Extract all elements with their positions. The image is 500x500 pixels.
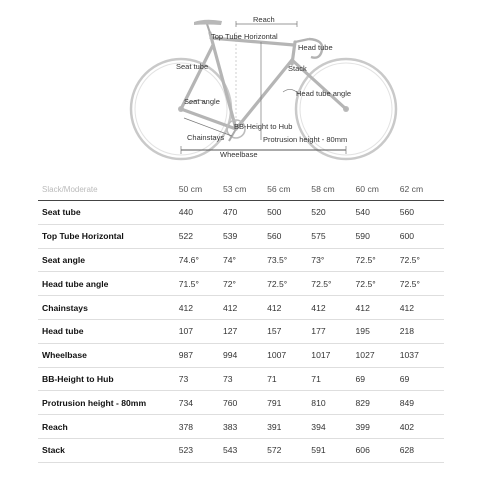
table-cell: 412	[400, 296, 444, 320]
bb-height-label: BB-Height to Hub	[234, 122, 293, 131]
saddle	[194, 20, 222, 33]
table-cell: 523	[179, 438, 223, 462]
table-cell: 69	[400, 367, 444, 391]
row-label: Seat tube	[38, 201, 179, 225]
table-cell: 383	[223, 415, 267, 439]
table-cell: 73°	[311, 248, 355, 272]
table-cell: 73	[223, 367, 267, 391]
size-header: 56 cm	[267, 178, 311, 201]
table-cell: 73.5°	[267, 248, 311, 272]
table-cell: 440	[179, 201, 223, 225]
protrusion-label: Protrusion height - 80mm	[263, 135, 348, 144]
table-cell: 69	[356, 367, 400, 391]
table-corner-label: Slack/Moderate	[38, 178, 179, 201]
bike-geometry-diagram	[0, 0, 500, 172]
table-cell: 829	[356, 391, 400, 415]
table-cell: 402	[400, 415, 444, 439]
table-row	[38, 367, 444, 391]
table-cell: 987	[179, 343, 223, 367]
head-tube-angle-label: Head tube angle	[296, 89, 352, 98]
size-header: 60 cm	[356, 178, 400, 201]
table-row	[38, 201, 444, 225]
table-row	[38, 415, 444, 439]
table-row	[38, 296, 444, 320]
wheelbase-label: Wheelbase	[220, 150, 258, 159]
table-cell: 600	[400, 224, 444, 248]
seat-angle-label: Seat angle	[184, 97, 220, 106]
row-label: Stack	[38, 438, 179, 462]
row-label: Protrusion height - 80mm	[38, 391, 179, 415]
table-cell: 399	[356, 415, 400, 439]
table-cell: 543	[223, 438, 267, 462]
table-cell: 394	[311, 415, 355, 439]
table-cell: 72.5°	[400, 248, 444, 272]
row-label: Seat angle	[38, 248, 179, 272]
table-cell: 412	[356, 296, 400, 320]
row-label: BB-Height to Hub	[38, 367, 179, 391]
table-cell: 470	[223, 201, 267, 225]
table-cell: 540	[356, 201, 400, 225]
table-cell: 72°	[223, 272, 267, 296]
table-cell: 734	[179, 391, 223, 415]
table-cell: 810	[311, 391, 355, 415]
table-cell: 157	[267, 319, 311, 343]
table-cell: 522	[179, 224, 223, 248]
table-cell: 71	[267, 367, 311, 391]
table-body	[38, 201, 444, 463]
table-cell: 606	[356, 438, 400, 462]
table-cell: 72.5°	[356, 248, 400, 272]
table-cell: 560	[267, 224, 311, 248]
table-cell: 539	[223, 224, 267, 248]
table-row	[38, 272, 444, 296]
table-cell: 218	[400, 319, 444, 343]
table-cell: 195	[356, 319, 400, 343]
table-cell: 412	[223, 296, 267, 320]
table-cell: 73	[179, 367, 223, 391]
row-label: Wheelbase	[38, 343, 179, 367]
table-cell: 760	[223, 391, 267, 415]
table-cell: 72.5°	[311, 272, 355, 296]
table-row	[38, 319, 444, 343]
seat-tube-label: Seat tube	[176, 62, 209, 71]
table-row	[38, 248, 444, 272]
row-label: Chainstays	[38, 296, 179, 320]
table-cell: 391	[267, 415, 311, 439]
table-cell: 1027	[356, 343, 400, 367]
table-header-row	[38, 178, 444, 201]
table-cell: 1017	[311, 343, 355, 367]
table-cell: 590	[356, 224, 400, 248]
table-cell: 74°	[223, 248, 267, 272]
size-header: 50 cm	[179, 178, 223, 201]
row-label: Head tube angle	[38, 272, 179, 296]
table-cell: 628	[400, 438, 444, 462]
table-cell: 591	[311, 438, 355, 462]
table-cell: 107	[179, 319, 223, 343]
size-header: 53 cm	[223, 178, 267, 201]
stack-label: Stack	[288, 64, 307, 73]
row-label: Head tube	[38, 319, 179, 343]
table-cell: 72.5°	[267, 272, 311, 296]
top-tube-label: Top Tube Horizontal	[211, 32, 278, 41]
head-tube-label: Head tube	[298, 43, 333, 52]
row-label: Top Tube Horizontal	[38, 224, 179, 248]
table-row	[38, 391, 444, 415]
size-header: 62 cm	[400, 178, 444, 201]
table-cell: 378	[179, 415, 223, 439]
table-cell: 1037	[400, 343, 444, 367]
table-row	[38, 343, 444, 367]
table-cell: 127	[223, 319, 267, 343]
table-cell: 412	[311, 296, 355, 320]
table-cell: 177	[311, 319, 355, 343]
table-row	[38, 224, 444, 248]
table-cell: 520	[311, 201, 355, 225]
table-row	[38, 438, 444, 462]
table-cell: 849	[400, 391, 444, 415]
table-cell: 791	[267, 391, 311, 415]
table-cell: 72.5°	[356, 272, 400, 296]
reach-label: Reach	[253, 15, 275, 24]
table-cell: 72.5°	[400, 272, 444, 296]
table-cell: 412	[179, 296, 223, 320]
table-cell: 71	[311, 367, 355, 391]
table-cell: 74.6°	[179, 248, 223, 272]
table-cell: 412	[267, 296, 311, 320]
table-cell: 1007	[267, 343, 311, 367]
table-cell: 575	[311, 224, 355, 248]
table-cell: 71.5°	[179, 272, 223, 296]
table-cell: 500	[267, 201, 311, 225]
size-header: 58 cm	[311, 178, 355, 201]
geometry-table	[38, 178, 444, 463]
table-cell: 560	[400, 201, 444, 225]
table-cell: 994	[223, 343, 267, 367]
chainstays-label: Chainstays	[187, 133, 225, 142]
row-label: Reach	[38, 415, 179, 439]
table-cell: 572	[267, 438, 311, 462]
